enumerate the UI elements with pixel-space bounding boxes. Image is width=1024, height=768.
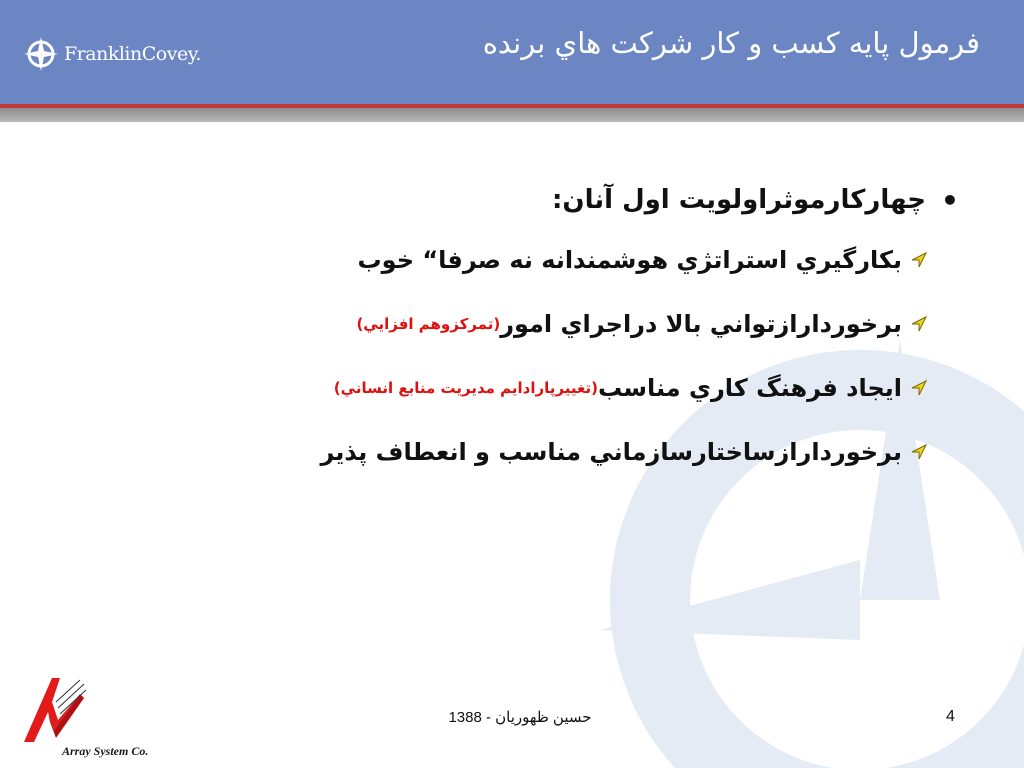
- content-area: [168, 178, 959, 496]
- page-number: 4: [946, 708, 955, 725]
- footer-author: حسين ظهوريان - 1388: [448, 709, 592, 726]
- sub-bullet: [168, 304, 928, 344]
- compass-icon: [24, 37, 58, 71]
- arrow-bullet-icon: [910, 379, 928, 397]
- franklincovey-logo: [24, 34, 201, 74]
- arrow-bullet-icon: [910, 251, 928, 269]
- main-bullet-text: چهاركارموثراولويت اول آنان:: [551, 185, 926, 215]
- sub-bullet-text: ايجاد فرهنگ كاري مناسب: [597, 374, 902, 402]
- sub-bullet-note: (تمركزوهم افزايي): [356, 315, 501, 333]
- bullet-dot-icon: •: [941, 183, 959, 217]
- main-bullet: [168, 178, 959, 222]
- sub-bullet: [168, 240, 928, 280]
- sub-bullet-text: برخوردارازساختارسازماني مناسب و انعطاف پذير: [320, 438, 902, 466]
- array-system-logo: [8, 672, 88, 752]
- arrow-bullet-icon: [910, 443, 928, 461]
- sub-bullet: [168, 368, 928, 408]
- company-name: Array System Co.: [62, 744, 149, 758]
- logo-text: FranklinCovey.: [64, 43, 201, 65]
- arrow-bullet-icon: [910, 315, 928, 333]
- slide-title: فرمول پايه كسب و كار شركت هاي برنده: [482, 26, 980, 60]
- sub-bullet-text: برخوردارازتواني بالا دراجراي امور: [500, 310, 902, 338]
- sub-bullet-note: (تغييرپارادايم مديريت منابع انساني): [333, 379, 598, 397]
- sub-bullet: [168, 432, 928, 472]
- header-shadow: [0, 108, 1024, 122]
- sub-bullet-text: بكارگيري استراتژي هوشمندانه نه صرفا“ خوب: [357, 246, 902, 274]
